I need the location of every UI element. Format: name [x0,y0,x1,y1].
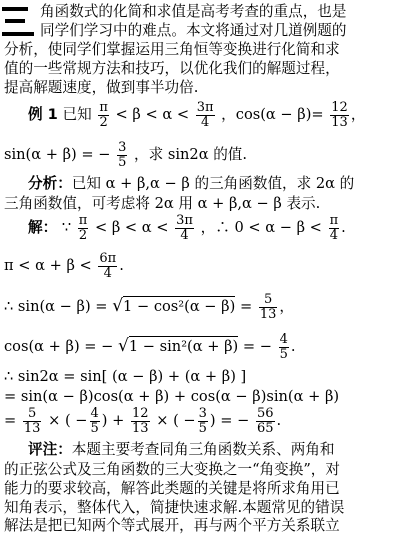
intro-line-3: 分析，使同学们掌握运用三角恒等变换进行化简和求 [4,41,340,58]
analysis-line-2: 三角函数值，可考虑将 2α 用 α + β,α − β 表示. [4,195,321,212]
analysis-line-1: 分析：已知 α + β,α − β 的三角函数值，求 2α 的 [28,175,355,192]
fraction-3pi-4: $\frac{3\pi}{4}$ [196,99,214,130]
solution-line-7: = $\frac{5}{13}$ × ( − $\frac{4}{5}$ ) + $\frac{12}{13}$ × ( − $\frac{3}{5}$ ) = − $\frac{56}{65}$ . [4,405,282,436]
comment-label: 评注： [28,441,72,458]
analysis-label: 分析： [28,175,72,192]
comment-line-2: 的正弦公式及三角函数的三大变换之一“角变换”，对 [4,461,340,478]
fraction-12-13: $\frac{12}{13}$ [331,99,348,130]
intro-line-5: 提高解题速度，做到事半功倍. [4,79,199,96]
solution-line-1: 解： ∵ $\frac{\pi}{2}$ < β < α < $\frac{3\pi}{4}$ ，∴ 0 < α − β < $\frac{\pi}{4}$ . [28,212,346,243]
intro-line-1: 角函数式的化简和求值是高考考查的重点，也是 [40,3,347,20]
example-line-1: 例 1 已知 $\frac{\pi}{2}$ < β < α < $\frac{3\pi}{4}$ ，cos(α − β)= $\frac{12}{13}$ ， [28,99,366,130]
fraction-3-5: $\frac{3}{5}$ [118,139,127,170]
fraction-pi-2: $\frac{\pi}{2}$ [99,99,108,130]
comment-line-4: 知角表示，整体代入，简捷快速求解.本题常见的错误 [4,499,345,516]
solution-line-3: ∴ sin(α − β) = √1 − cos²(α − β) = $\frac{5}{13}$ ， [4,291,294,322]
solution-line-2: π < α + β < $\frac{6\pi}{4}$ . [4,250,124,281]
dropcap-san [2,2,34,40]
comment-line-5: 解法是把已知两个等式展开，再与两个平方关系联立 [4,517,340,534]
solution-line-6: = sin(α − β)cos(α + β) + cos(α − β)sin(α + β) [4,388,340,405]
solution-line-4: cos(α + β) = − √1 − sin²(α + β) = − $\frac{4}{5}$ . [4,331,296,362]
intro-line-2: 同学们学习中的难点。本文将通过对几道例题的 [40,22,347,39]
solution-line-5: ∴ sin2α = sin[ (α − β) + (α + β) ] [4,368,247,385]
comment-line-1: 评注：本题主要考查同角三角函数关系、两角和 [28,441,335,458]
example-label: 例 1 [28,106,58,123]
comment-line-3: 能力的要求较高，解答此类题的关键是将所求角用已 [4,480,340,497]
example-line-2: sin(α + β) = − $\frac{3}{5}$ ，求 sin2α 的值. [4,139,248,170]
intro-line-4: 值的一些常规方法和技巧，以优化我们的解题过程， [4,60,340,77]
solution-label: 解： [28,219,58,236]
